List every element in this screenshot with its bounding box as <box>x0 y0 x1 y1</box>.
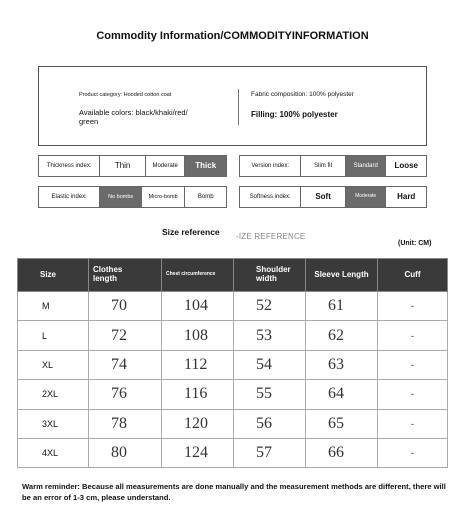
cell-size: 2XL <box>18 380 89 409</box>
size-table <box>17 258 448 468</box>
cell-clothes-length: 74 <box>89 350 162 379</box>
elastic-label: Elastic index: <box>39 187 100 207</box>
cell-sleeve: 65 <box>306 409 378 438</box>
cell-chest: 124 <box>162 438 234 467</box>
header-size: Size <box>18 259 89 292</box>
product-category: Product category: Hooded cotton coat <box>79 92 172 98</box>
cell-cuff: - <box>378 321 448 350</box>
elastic-index <box>38 186 227 208</box>
version-option-loose: Loose <box>394 160 418 170</box>
elastic-option-no-bombs: No bombs <box>100 187 142 207</box>
table-row <box>18 292 448 321</box>
softness-option-soft: Soft <box>301 187 346 207</box>
header-shoulder <box>234 259 306 292</box>
available-colors: Available colors: black/khaki/red/ green <box>79 108 188 126</box>
table-row <box>18 438 448 467</box>
cell-cuff: - <box>378 380 448 409</box>
thickness-option-thick: Thick <box>185 156 226 176</box>
cell-sleeve: 66 <box>306 438 378 467</box>
header-clothes-length-text: Clothes length <box>93 265 123 283</box>
cell-clothes-length: 70 <box>89 292 162 321</box>
version-index <box>239 155 427 177</box>
cell-shoulder: 57 <box>234 438 306 467</box>
cell-chest: 104 <box>162 292 234 321</box>
version-label: Version index: <box>240 156 301 176</box>
cell-chest: 116 <box>162 380 234 409</box>
size-reference-subheading: -IZE REFERENCE <box>236 232 306 241</box>
cell-clothes-length: 80 <box>89 438 162 467</box>
info-box <box>38 66 427 146</box>
cell-cuff: - <box>378 292 448 321</box>
table-row <box>18 321 448 350</box>
cell-size: XL <box>18 350 89 379</box>
cell-chest: 112 <box>162 350 234 379</box>
softness-label: Softness index: <box>240 187 301 207</box>
info-divider <box>238 89 239 125</box>
cell-clothes-length: 72 <box>89 321 162 350</box>
table-row <box>18 409 448 438</box>
unit-label: (Unit: CM) <box>398 240 432 247</box>
cell-size: 4XL <box>18 438 89 467</box>
elastic-option-micro-bomb: Micro-bomb <box>142 187 186 207</box>
cell-sleeve: 61 <box>306 292 378 321</box>
thickness-label: Thickness index: <box>39 156 100 176</box>
page-title: Commodity Information/COMMODITYINFORMATION <box>96 30 369 42</box>
thickness-option-moderate: Moderate <box>146 156 186 176</box>
header-chest-text: Chest circumference <box>166 271 216 278</box>
softness-option-hard: Hard <box>397 191 416 201</box>
cell-chest: 120 <box>162 409 234 438</box>
filling: Filling: 100% polyester <box>251 110 338 119</box>
cell-shoulder: 53 <box>234 321 306 350</box>
cell-clothes-length: 76 <box>89 380 162 409</box>
cell-size: L <box>18 321 89 350</box>
header-shoulder-text: Shoulder width <box>256 265 291 283</box>
fabric-composition: Fabric composition: 100% polyester <box>251 91 354 98</box>
version-option-standard: Standard <box>346 156 387 176</box>
thickness-index <box>38 155 227 177</box>
table-row <box>18 380 448 409</box>
softness-index <box>239 186 427 208</box>
cell-size: M <box>18 292 89 321</box>
size-reference-heading: Size reference <box>162 227 220 237</box>
version-option-slim: Slim fit <box>301 156 346 176</box>
table-row <box>18 350 448 379</box>
cell-cuff: - <box>378 409 448 438</box>
cell-cuff: - <box>378 350 448 379</box>
elastic-option-bomb: Bomb <box>197 193 214 200</box>
cell-cuff: - <box>378 438 448 467</box>
cell-sleeve: 62 <box>306 321 378 350</box>
cell-clothes-length: 78 <box>89 409 162 438</box>
cell-size: 3XL <box>18 409 89 438</box>
softness-option-moderate: Moderate <box>346 187 387 207</box>
cell-shoulder: 54 <box>234 350 306 379</box>
cell-sleeve: 64 <box>306 380 378 409</box>
header-chest <box>162 259 234 292</box>
thickness-option-thin: Thin <box>100 156 146 176</box>
cell-shoulder: 55 <box>234 380 306 409</box>
cell-sleeve: 63 <box>306 350 378 379</box>
header-clothes-length <box>89 259 162 292</box>
cell-shoulder: 52 <box>234 292 306 321</box>
header-cuff: Cuff <box>378 259 448 292</box>
size-table-header <box>18 259 448 292</box>
warm-reminder: Warm reminder: Because all measurements are done manually and the measurement methods are different, there will be an error of 1-3 cm, please understand. <box>22 482 446 502</box>
cell-chest: 108 <box>162 321 234 350</box>
cell-shoulder: 56 <box>234 409 306 438</box>
header-sleeve: Sleeve Length <box>306 259 378 292</box>
